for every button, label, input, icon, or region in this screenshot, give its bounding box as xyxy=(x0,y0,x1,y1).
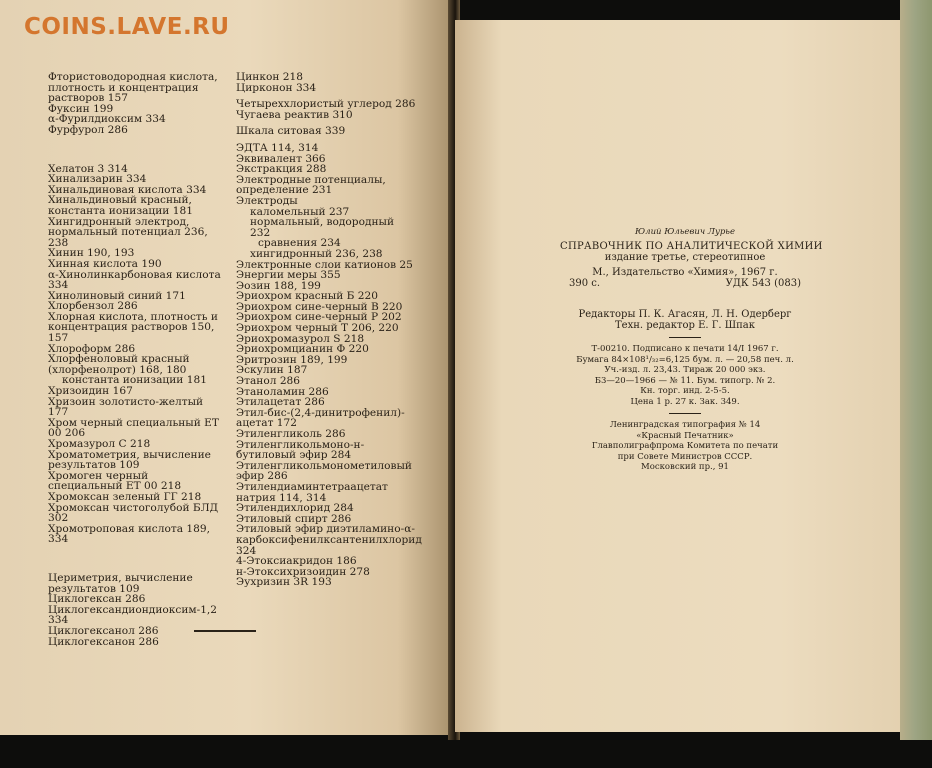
index-entry: Хромоген черный специальный ЕТ 00 218 xyxy=(48,469,182,493)
editors: Редакторы П. К. Агасян, Л. Н. Одерберг xyxy=(578,309,792,320)
index-entry: Четыреххлористый углерод 286 xyxy=(236,98,416,111)
index-entry: Эухризин 3R 193 xyxy=(236,576,332,589)
print-info-line: Т-00210. Подписано к печати 14/I 1967 г. xyxy=(591,344,779,354)
index-entry: Цериметрия, вычисление результатов 109 xyxy=(48,571,193,595)
end-rule xyxy=(194,630,256,632)
index-entry: Хромотроповая кислота 189, 334 xyxy=(48,522,210,546)
index-entry: Этанол 286 xyxy=(236,375,301,388)
author: Юлий Юльевич Лурье xyxy=(635,227,735,237)
index-entry: Этил-бис-(2,4-динитрофенил)-ацетат 172 xyxy=(236,406,405,430)
index-entry: Хлороформ 286 xyxy=(48,342,136,355)
printer-line: Московский пр., 91 xyxy=(641,462,729,472)
index-entry: константа ионизации 181 xyxy=(62,374,207,387)
index-entry: Этилендихлорид 284 xyxy=(236,502,354,515)
index-column-left xyxy=(48,72,226,647)
print-info-line: Бумага 84×108¹/₃₂=6,125 бум. л. — 20,58 печ. л. xyxy=(576,354,794,365)
index-entry: Этилацетат 286 xyxy=(236,396,325,409)
index-entry: Электронные слои катионов 25 xyxy=(236,258,413,271)
print-info xyxy=(560,344,810,407)
index-entry: Этиловый эфир диэтиламино-α-карбоксифенилксантенилхлорид 324 xyxy=(236,523,422,557)
index-entry: Этиленгликоль 286 xyxy=(236,428,346,440)
colophon xyxy=(560,227,823,473)
index-entry: Хроматометрия, вычисление результатов 109 xyxy=(48,448,211,472)
index-entry: хингидронный 236, 238 xyxy=(250,247,383,260)
index-entry: 4-Этоксиакридон 186 xyxy=(236,555,357,568)
index-entry: Хризоин золотисто-желтый 177 xyxy=(48,395,204,419)
book-cover-edge xyxy=(900,0,932,740)
index-entry: нормальный, водородный 232 xyxy=(250,216,395,239)
index-entry: Циклогексан 286 xyxy=(48,593,146,606)
index-entry: н-Этоксихризоидин 278 xyxy=(236,565,370,578)
index-entry: Эриохром черный Т 206, 220 xyxy=(236,322,399,335)
index-entry: Циклогексанон 286 xyxy=(48,635,159,648)
publisher: М., Издательство «Химия», 1967 г. xyxy=(592,267,778,278)
index-entry: Хинальдиновая кислота 334 xyxy=(48,183,207,196)
tech-editor: Техн. редактор Е. Г. Шпак xyxy=(615,320,755,331)
index-entry: ЭДТА 114, 314 xyxy=(236,141,319,154)
index-entry: Электроды xyxy=(236,194,298,207)
separator xyxy=(669,337,701,338)
index-entry: Чугаева реактив 310 xyxy=(236,108,353,121)
udc-code: УДК 543 (083) xyxy=(725,278,801,289)
index-entry: Этиловый спирт 286 xyxy=(236,512,352,525)
print-info-line: Б3—20—1966 — № 11. Бум. типогр. № 2. xyxy=(594,375,776,386)
index-entry: каломельный 237 xyxy=(250,205,350,218)
index-entry: Хлорфеноловый красный (хлорфенолрот) 168, 180 xyxy=(48,353,190,376)
index-entry: Эквивалент 366 xyxy=(236,152,326,165)
watermark: COINS.LAVE.RU xyxy=(24,14,230,40)
index-entry: Эриохромцианин Ф 220 xyxy=(236,343,369,356)
index-entry: Фурфурол 286 xyxy=(48,123,128,136)
index-entry: Эриохромазурол S 218 xyxy=(236,332,365,345)
index-entry: Эриохром красный Б 220 xyxy=(236,290,379,303)
edition: издание третье, стереотипное xyxy=(604,252,766,263)
index-entry: Цирконон 334 xyxy=(236,81,317,94)
index-entry: Хинализарин 334 xyxy=(48,173,147,186)
index-entry: Хингидронный электрод, нормальный потенциал 236, 238 xyxy=(48,215,208,249)
index-entry: Циклогександиондиоксим-1,2 334 xyxy=(48,603,218,627)
index-entry: Хинолиновый синий 171 xyxy=(48,289,186,302)
index-entry: Цинкон 218 xyxy=(236,71,304,83)
index-entry: Хромазурол С 218 xyxy=(48,438,151,450)
printer-line: «Красный Печатник» xyxy=(636,430,734,441)
page-count: 390 с. xyxy=(569,278,601,289)
index-entry: Этаноламин 286 xyxy=(236,385,329,398)
index-entry: Фтористоводородная кислота, плотность и концентрация растворов 157 xyxy=(48,71,218,105)
index-entry: Эритрозин 189, 199 xyxy=(236,353,348,366)
separator xyxy=(669,413,701,414)
index-entry: Этилендиаминтетраацетат натрия 114, 314 xyxy=(236,480,388,504)
print-info-line: Цена 1 р. 27 к. Зак. 349. xyxy=(630,396,740,407)
index-entry: Хлорбензол 286 xyxy=(48,300,138,313)
index-column-right xyxy=(236,71,422,589)
index-entry: α-Фурилдиоксим 334 xyxy=(48,113,166,126)
index-entry: Фуксин 199 xyxy=(48,102,114,115)
print-info-line: Кн. торг. инд. 2-5-5. xyxy=(640,386,730,396)
index-entry: Эозин 188, 199 xyxy=(236,279,321,292)
index-entry: Электродные потенциалы, определение 231 xyxy=(236,173,386,197)
index-entry: Хромоксан чистоголубой БЛД 302 xyxy=(48,501,219,525)
printer-line: Главполиграфпрома Комитета по печати xyxy=(591,441,779,451)
index-entry: Экстракция 288 xyxy=(236,163,327,176)
index-entry: Хлорная кислота, плотность и концентрация растворов 150, 157 xyxy=(48,310,218,345)
index-entry: Хинная кислота 190 xyxy=(48,257,162,270)
printer-line: при Совете Министров СССР. xyxy=(617,451,753,462)
index-entry: сравнения 234 xyxy=(258,237,341,250)
index-entry: Энергии меры 355 xyxy=(236,269,341,282)
index-entry: α-Хинолинкарбоновая кислота 334 xyxy=(48,268,221,292)
printer-info xyxy=(560,420,810,473)
index-entry: Эриохром сине-черный В 220 xyxy=(236,300,403,313)
index-entry: Хризоидин 167 xyxy=(48,385,133,398)
book-title: СПРАВОЧНИК ПО АНАЛИТИЧЕСКОЙ ХИМИИ xyxy=(560,241,823,252)
index-entry: Эскулин 187 xyxy=(236,364,308,377)
print-info-line: Уч.-изд. л. 23,43. Тираж 20 000 экз. xyxy=(604,365,766,375)
printer-line: Ленинградская типография № 14 xyxy=(609,420,761,430)
index-entry: Хелатон 3 314 xyxy=(48,162,128,175)
index-entry: Хромоксан зеленый ГГ 218 xyxy=(48,490,202,503)
index-entry: Циклогексанол 286 xyxy=(48,624,159,637)
index-entry: Этиленгликольмоно-н-бутиловый эфир 284 xyxy=(236,438,365,462)
index-entry: Хинальдиновый красный, константа ионизации 181 xyxy=(48,194,193,217)
index-entry: Этиленгликольмонометиловый эфир 286 xyxy=(236,459,412,483)
index-entry: Хром черный специальный ЕТ 00 206 xyxy=(48,416,219,440)
index-entry: Хинин 190, 193 xyxy=(48,247,135,260)
index-entry: Эриохром сине-черный Р 202 xyxy=(236,311,402,324)
index-entry: Шкала ситовая 339 xyxy=(236,125,346,138)
